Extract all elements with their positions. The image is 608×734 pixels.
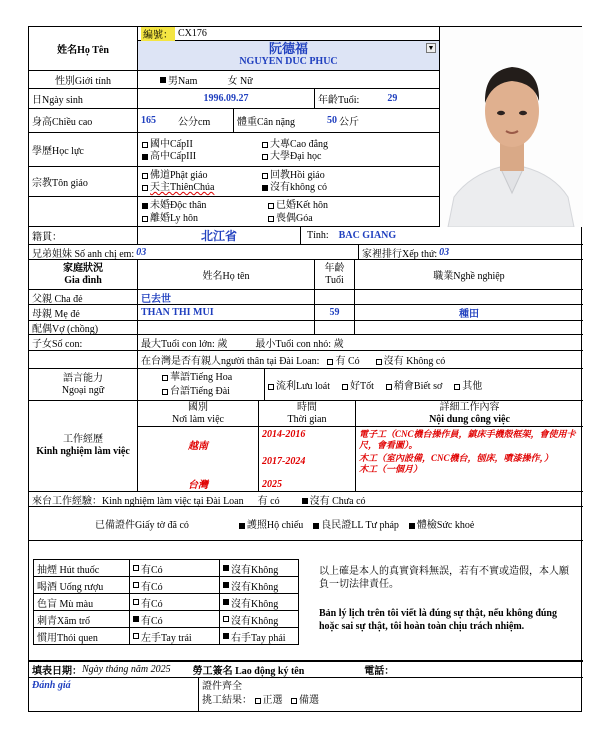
applicant-photo <box>439 27 583 227</box>
edu-senior-label: 高中CấpIII <box>150 151 197 162</box>
passport-label: 護照Hộ chiếu <box>246 520 304 531</box>
age-label: 年齡Tuổi: <box>318 95 360 106</box>
family-age-header <box>315 260 355 289</box>
habit-yes <box>130 611 220 627</box>
basic-checkbox[interactable] <box>386 384 392 390</box>
code-value: CX176 <box>178 28 207 39</box>
height-value: 165 <box>141 115 156 126</box>
widowed-checkbox[interactable] <box>268 216 274 222</box>
family-header-vn: Gia đình <box>64 274 102 286</box>
spouse-job <box>355 321 583 334</box>
declaration <box>319 565 573 633</box>
language-options <box>138 369 265 400</box>
habit-row <box>33 560 299 577</box>
documents-label: 已備證件Giấy tờ đã có <box>95 520 189 531</box>
language-label <box>29 369 138 400</box>
age-value: 29 <box>387 93 398 104</box>
weight-block <box>234 109 439 132</box>
habit-yes-checkbox[interactable] <box>133 565 139 571</box>
rank-block <box>359 245 583 259</box>
marriage-label-cell <box>29 197 138 226</box>
origin-label: 籍貫： <box>29 227 138 244</box>
work-time-col <box>259 401 356 491</box>
birth-value: 1996.09.27 <box>138 89 315 108</box>
work-detail-2: 木工（室內設備，CNC機台，刨床，噴漆操作，） <box>359 453 554 463</box>
taiwan-exp-label: 來台工作經驗：Kinh nghiệm làm việc tại Đài Loan <box>32 495 244 506</box>
single-checkbox[interactable] <box>142 203 148 209</box>
education-label: 學歷Học lực <box>29 133 138 166</box>
eval-label: Đánh giá <box>32 680 71 691</box>
fluent-label: 流利Lưu loát <box>276 381 331 392</box>
rel-buddhist-label: 佛道Phật giáo <box>150 170 208 181</box>
name-vietnamese: NGUYEN DUC PHUC <box>239 56 338 67</box>
education-options <box>138 133 439 166</box>
habit-label: 刺青Xăm trổ <box>34 611 130 627</box>
habit-yes-checkbox[interactable] <box>133 633 139 639</box>
eval-alt-label: 備選 <box>299 695 319 706</box>
health-check-label: 體檢Sức khoẻ <box>416 520 475 531</box>
siblings-block <box>29 245 359 259</box>
mother-job: 種田 <box>459 309 479 320</box>
habit-no-checkbox[interactable] <box>223 582 229 588</box>
rel-none-checkbox[interactable] <box>262 185 268 191</box>
rel-catholic-label: 天主ThiênChúa <box>150 182 215 193</box>
father-label: 父親 Cha đẻ <box>29 290 138 304</box>
religion-options <box>138 167 439 196</box>
habit-no-label: 沒有Không <box>231 581 279 593</box>
children-oldest: 最大Tuổi con lớn: 歲 <box>141 339 228 350</box>
mandarin-checkbox[interactable] <box>162 375 168 381</box>
other-checkbox[interactable] <box>454 384 460 390</box>
habit-yes <box>130 577 220 593</box>
date-label: 填表日期： <box>32 666 82 677</box>
work-country-2: 台灣 <box>188 480 208 491</box>
origin-value: 北江省 <box>138 227 301 244</box>
name-label: 姓名Họ Tên <box>29 27 138 70</box>
taiwan-exp-block <box>29 492 583 506</box>
widowed-label: 喪偶Góa <box>276 213 313 224</box>
rank-label: 家裡排行Xếp thứ: <box>362 248 438 259</box>
habit-no <box>220 611 299 627</box>
province-block <box>301 227 583 244</box>
language-label-cn: 語言能力 <box>63 372 103 384</box>
mother-label: 母親 Mẹ đẻ <box>29 305 138 320</box>
rel-islam-checkbox[interactable] <box>262 173 268 179</box>
religion-label: 宗教Tôn giáo <box>29 167 138 196</box>
habit-no-checkbox[interactable] <box>223 599 229 605</box>
rel-buddhist-checkbox[interactable] <box>142 173 148 179</box>
weight-unit: 公斤 <box>339 117 360 128</box>
siblings-value: 03 <box>136 246 147 258</box>
height-label: 身高Chiều cao <box>29 109 138 132</box>
declaration-cn: 以上確是本人的真實資料無誤，若有不實或造假，本人願負一切法律責任。 <box>319 566 569 590</box>
female-label: 女 Nữ <box>227 76 253 87</box>
divorced-label: 離婚Ly hôn <box>150 213 199 224</box>
good-checkbox[interactable] <box>342 384 348 390</box>
work-detail-col <box>356 401 583 491</box>
habit-label: 抽煙 Hút thuốc <box>34 560 130 576</box>
father-job <box>355 290 583 304</box>
spouse-label: 配偶Vợ (chồng) <box>29 321 138 334</box>
police-record-checkbox[interactable] <box>313 523 319 529</box>
police-record-label: 良民證LL Tư pháp <box>321 520 399 531</box>
habits-section <box>29 541 583 661</box>
resume-form <box>28 26 582 712</box>
work-time-3: 2025 <box>262 479 282 490</box>
eval-result-label: 挑工結果： <box>202 695 252 706</box>
mandarin-label: 華語Tiếng Hoa <box>170 372 233 383</box>
eval-ok-checkbox[interactable] <box>255 698 261 704</box>
mother-age: 59 <box>315 305 355 320</box>
edu-university-checkbox[interactable] <box>262 154 268 160</box>
rank-value: 03 <box>439 246 450 258</box>
age-block <box>315 89 439 108</box>
work-detail-1: 電子工（CNC機台操作員，鎮床手機殼框架，會使用卡尺，會看圖）。 <box>359 429 576 450</box>
male-label: 男Nam <box>168 76 198 87</box>
habit-yes-label: 有Có <box>141 615 163 627</box>
family-job-header: 職業Nghề nghiệp <box>433 271 505 282</box>
work-detail-3: 木工（一個月） <box>359 464 423 474</box>
relatives-block <box>138 351 583 368</box>
language-label-vn: Ngoại ngữ <box>61 384 105 396</box>
dropdown-arrow-icon[interactable]: ▼ <box>427 44 435 52</box>
habit-label: 慣用Thói quen <box>34 628 130 644</box>
footer-sign-block <box>29 662 583 677</box>
habit-no-label: 沒有Không <box>231 598 279 610</box>
province-value: BAC GIANG <box>338 230 397 241</box>
habit-yes <box>130 560 220 576</box>
edu-college-label: 大專Cao đẳng <box>270 139 329 150</box>
male-checkbox[interactable] <box>160 77 166 83</box>
relatives-blank <box>29 351 138 368</box>
habit-yes-label: 有Có <box>141 598 163 610</box>
rel-catholic-checkbox[interactable] <box>142 185 148 191</box>
father-name: 已去世 <box>138 290 315 304</box>
taiwan-exp-no: 沒有 Chưa có <box>309 495 366 506</box>
height-block <box>138 109 234 132</box>
habit-no-label: 沒有Không <box>231 564 279 576</box>
fluent-checkbox[interactable] <box>268 384 274 390</box>
habit-yes <box>130 594 220 610</box>
habit-yes-label: 有Có <box>141 581 163 593</box>
edu-college-checkbox[interactable] <box>262 142 268 148</box>
family-header-cn: 家庭狀況 <box>63 262 103 274</box>
other-label: 其他 <box>462 381 483 392</box>
work-time-header-vn: Thời gian <box>287 413 327 425</box>
spouse-name <box>138 321 315 334</box>
father-age <box>315 290 355 304</box>
edu-junior-label: 國中CấpII <box>150 139 193 150</box>
relatives-yes-label: 有 Có <box>335 356 360 367</box>
language-level <box>265 369 583 400</box>
eval-alt-checkbox[interactable] <box>291 698 297 704</box>
sign-label: 勞工簽名 Lao động ký tên <box>192 666 305 677</box>
habit-row <box>33 611 299 628</box>
work-label-vn: Kinh nghiệm làm việc <box>36 446 130 457</box>
habits-table <box>33 559 299 645</box>
habit-no <box>220 577 299 593</box>
divorced-checkbox[interactable] <box>142 216 148 222</box>
basic-label: 稍會Biết sơ <box>393 381 443 392</box>
habit-yes-checkbox[interactable] <box>133 599 139 605</box>
married-checkbox[interactable] <box>268 203 274 209</box>
passport-checkbox[interactable] <box>239 523 245 529</box>
weight-label: 體重Cân nặng <box>237 117 296 128</box>
good-label: 好Tốt <box>350 381 374 392</box>
habit-label: 喝酒 Uống rượu <box>34 577 130 593</box>
work-country-1: 越南 <box>188 441 208 452</box>
habit-no <box>220 628 299 644</box>
edu-university-label: 大學Đại học <box>270 151 322 162</box>
siblings-label: 兄弟姐妹 Số anh chị em: <box>32 248 135 259</box>
eval-docs: 證件齊全 <box>202 681 242 692</box>
children-youngest: 最小Tuổi con nhỏ: 歲 <box>255 339 344 350</box>
date-value: Ngày tháng năm 2025 <box>82 664 171 675</box>
edu-senior-checkbox[interactable] <box>142 154 148 160</box>
habit-row <box>33 577 299 594</box>
name-chinese: 阮德福 <box>268 41 308 56</box>
spouse-age <box>315 321 355 334</box>
habit-yes-checkbox[interactable] <box>133 616 139 622</box>
person-photo-icon <box>440 27 583 227</box>
work-country-header-vn: Nơi làm việc <box>172 413 224 425</box>
marriage-options <box>138 197 439 226</box>
work-time-2: 2017-2024 <box>262 456 306 467</box>
height-unit: 公分cm <box>178 117 211 128</box>
taiwan-exp-no-checkbox[interactable] <box>302 498 308 504</box>
work-country-col <box>138 401 259 491</box>
province-label: Tỉnh: <box>307 230 329 241</box>
relatives-no-label: 沒有 Không có <box>383 356 446 367</box>
taiwanese-checkbox[interactable] <box>162 389 168 395</box>
family-name-header: 姓名Họ tên <box>138 260 315 289</box>
birth-label: 日Ngày sinh <box>29 89 138 108</box>
work-label-cn: 工作經歷 <box>63 434 103 445</box>
relatives-no-checkbox[interactable] <box>376 359 382 365</box>
weight-value: 50 <box>327 115 338 126</box>
mother-name: THAN THI MUI <box>138 305 315 320</box>
habit-label: 色盲 Mù màu <box>34 594 130 610</box>
eval-block <box>199 678 583 712</box>
habit-yes-label: 有Có <box>141 564 163 576</box>
gender-options <box>138 71 439 88</box>
gender-label: 性別Giới tính <box>29 71 138 88</box>
family-header <box>29 260 138 289</box>
work-detail-header-vn: Nội dung công việc <box>429 413 510 425</box>
habit-no-checkbox[interactable] <box>223 565 229 571</box>
married-label: 已婚Kết hôn <box>276 200 328 211</box>
habit-row <box>33 594 299 611</box>
family-age-header-vn: Tuổi <box>325 274 344 286</box>
name-block <box>138 27 439 70</box>
health-check-checkbox[interactable] <box>409 523 415 529</box>
relatives-yes-checkbox[interactable] <box>327 359 333 365</box>
work-detail-header-cn: 詳細工作內容 <box>439 401 500 413</box>
habit-no-checkbox[interactable] <box>223 633 229 639</box>
children-block <box>138 335 583 350</box>
habit-no <box>220 594 299 610</box>
taiwan-exp-yes: 有 có <box>257 495 280 506</box>
habit-no <box>220 560 299 576</box>
rel-none-label: 沒有không có <box>270 182 327 193</box>
declaration-vn: Bản lý lịch trên tôi viết là đúng sự thật, nếu không đúng hoặc sai sự thật, tôi hoàn toàn chịu trách nhiệm. <box>319 608 557 632</box>
relatives-text: 在台灣是否有親人người thân tại Đài Loan: <box>141 356 320 367</box>
habit-no-label: 右手Tay phải <box>231 632 286 644</box>
habit-yes-checkbox[interactable] <box>133 582 139 588</box>
documents-block <box>29 507 583 540</box>
single-label: 未婚Độc thân <box>150 200 207 211</box>
work-time-header-cn: 時間 <box>297 401 317 413</box>
family-age-header-cn: 年齡 <box>324 262 345 274</box>
code-label: 編號： <box>141 27 175 41</box>
children-label: 子女Số con: <box>29 335 138 350</box>
phone-label: 電話： <box>364 666 395 677</box>
habit-yes-label: 左手Tay trái <box>141 632 192 644</box>
eval-ok-label: 正選 <box>262 695 283 706</box>
habit-row <box>33 628 299 645</box>
eval-label-cell <box>29 678 199 712</box>
work-country-header-cn: 國別 <box>188 401 208 413</box>
habit-yes <box>130 628 220 644</box>
work-time-1: 2014-2016 <box>262 429 306 440</box>
rel-islam-label: 回教Hồi giáo <box>270 170 325 181</box>
edu-junior-checkbox[interactable] <box>142 142 148 148</box>
habit-no-label: 沒有Không <box>231 615 279 627</box>
habit-no-checkbox[interactable] <box>223 616 229 622</box>
work-label <box>29 401 138 491</box>
taiwanese-label: 台語Tiếng Đài <box>170 386 230 397</box>
